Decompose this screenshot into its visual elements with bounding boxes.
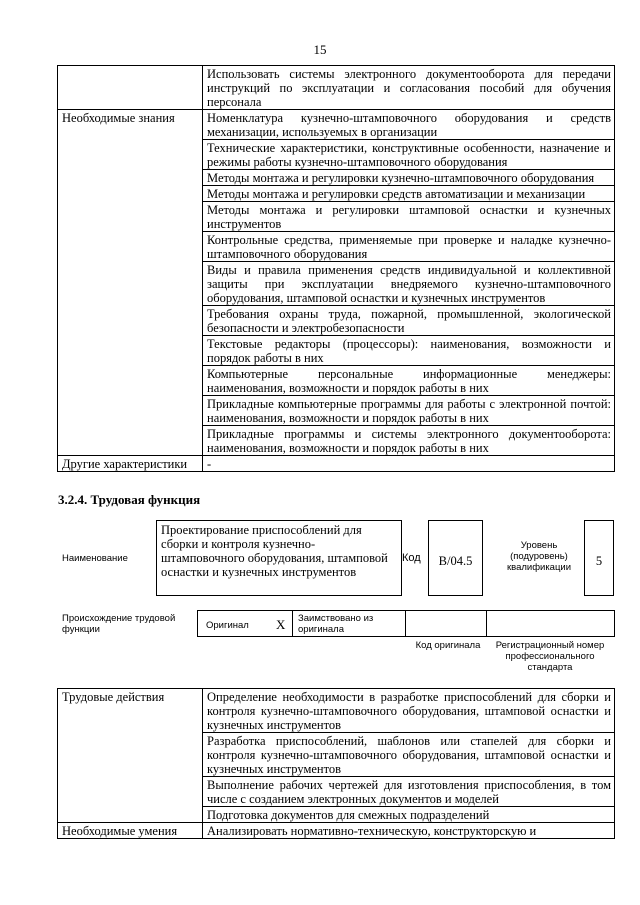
row-label: Другие характеристики — [58, 456, 203, 472]
row-label — [58, 66, 203, 110]
row-text: Определение необходимости в разработке приспособлений для сборки и контроля кузнечно-штамповочного оборудования, штамповой оснастки и кузнечных инструментов — [203, 689, 615, 733]
row-text: Прикладные программы и системы электронного документооборота: наименования, возможности и порядок работы в них — [203, 426, 615, 456]
row-label: Необходимые знания — [58, 110, 203, 456]
row-text: Требования охраны труда, пожарной, промышленной, экологической безопасности и электробезопасности — [203, 306, 615, 336]
function-name-box — [156, 520, 402, 596]
row-text: Компьютерные персональные информационные менеджеры: наименования, возможности и порядок работы в них — [203, 366, 615, 396]
row-text: Виды и правила применения средств индивидуальной и коллективной защиты при эксплуатации внедряемого кузнечно-штамповочного оборудования, штамповой оснастки и кузнечных инструментов — [203, 262, 615, 306]
row-text: Номенклатура кузнечно-штамповочного оборудования и средств механизации, используемых в организации — [203, 110, 615, 140]
original-label: Оригинал — [206, 620, 249, 631]
original-cell — [197, 610, 293, 637]
code-value: B/04.5 — [438, 554, 473, 568]
row-text: Разработка приспособлений, шаблонов или стапелей для сборки и контроля кузнечно-штамповочного оборудования, штамповой оснастки и кузнечных инструментов — [203, 733, 615, 777]
level-label: Уровень (подуровень) квалификации — [506, 540, 572, 573]
row-text: Использовать системы электронного документооборота для передачи инструкций по эксплуатации и согласования пособий для обучения персонала — [203, 66, 615, 110]
knowledge-table — [57, 65, 615, 472]
row-text: Технические характеристики, конструктивные особенности, назначение и режимы работы кузнечно-штамповочного оборудования — [203, 140, 615, 170]
original-mark: X — [276, 617, 286, 632]
borrowed-label: Заимствовано из оригинала — [298, 613, 374, 635]
section-heading: 3.2.4. Трудовая функция — [58, 492, 201, 507]
borrowed-cell — [292, 610, 406, 637]
code-original-caption: Код оригинала — [415, 640, 481, 651]
row-text: Методы монтажа и регулировки штамповой оснастки и кузнечных инструментов — [203, 202, 615, 232]
table-row — [58, 110, 615, 140]
row-text: Методы монтажа и регулировки кузнечно-штамповочного оборудования — [203, 170, 615, 186]
page-number: 15 — [313, 42, 327, 57]
row-text: Подготовка документов для смежных подразделений — [203, 807, 615, 823]
row-text: Текстовые редакторы (процессоры): наименования, возможности и порядок работы в них — [203, 336, 615, 366]
level-value: 5 — [595, 554, 603, 568]
row-label: Трудовые действия — [58, 689, 203, 823]
row-text: - — [203, 456, 615, 472]
table-row — [58, 456, 615, 472]
table-row — [58, 66, 615, 110]
reg-number-caption: Регистрационный номер профессионального стандарта — [495, 640, 605, 673]
table-row — [58, 689, 615, 733]
actions-table — [57, 688, 615, 839]
code-original-cell — [405, 610, 487, 637]
reg-number-cell — [486, 610, 615, 637]
row-text: Методы монтажа и регулировки средств автоматизации и механизации — [203, 186, 615, 202]
origin-label: Происхождение трудовой функции — [62, 613, 176, 635]
row-text: Контрольные средства, применяемые при проверке и наладке кузнечно-штамповочного оборудования — [203, 232, 615, 262]
row-text: Анализировать нормативно-техническую, конструкторскую и — [203, 823, 615, 839]
row-label: Необходимые умения — [58, 823, 203, 839]
name-label: Наименование — [62, 553, 128, 564]
code-label: Код — [402, 552, 421, 564]
table-row — [58, 823, 615, 839]
level-box — [584, 520, 614, 596]
function-name: Проектирование приспособлений для сборки и контроля кузнечно-штамповочного оборудования, штамповой оснастки и кузнечных инструментов — [161, 523, 388, 579]
row-text: Прикладные компьютерные программы для работы с электронной почтой: наименования, возможности и порядок работы в них — [203, 396, 615, 426]
code-box — [428, 520, 483, 596]
row-text: Выполнение рабочих чертежей для изготовления приспособления, в том числе с созданием электронных документов и моделей — [203, 777, 615, 807]
